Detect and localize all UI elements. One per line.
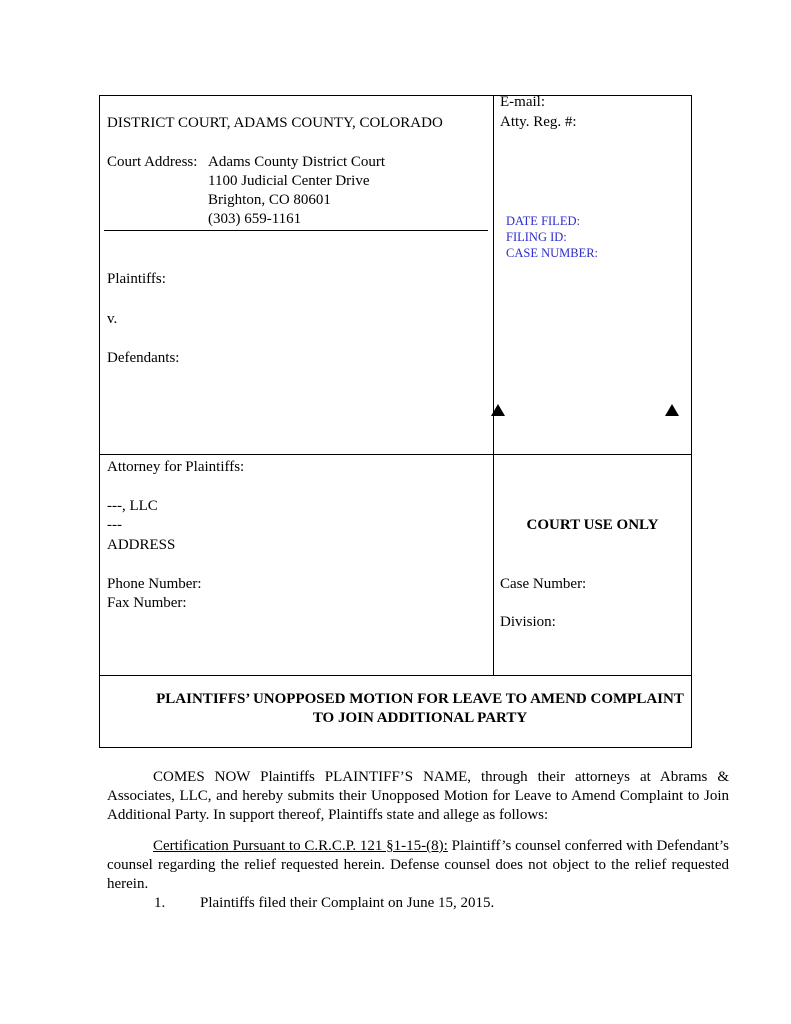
triangle-marker-right-icon: [665, 404, 679, 416]
row-divider-caption: [99, 454, 692, 455]
table-border-right: [691, 95, 692, 748]
court-address-line-4: (303) 659-1161: [208, 211, 302, 227]
division-label: Division:: [500, 614, 556, 630]
triangle-marker-left-icon: [491, 404, 505, 416]
table-border-bottom: [99, 747, 692, 748]
column-divider: [493, 95, 494, 676]
fax-label: Fax Number:: [107, 595, 187, 611]
list-item-text: Plaintiffs filed their Complaint on June 15, 2015.: [200, 895, 495, 911]
certification-heading: Certification Pursuant to C.R.C.P. 121 §1-15-(8):: [153, 838, 448, 854]
court-use-only: COURT USE ONLY: [526, 517, 659, 533]
row-divider-title: [99, 675, 692, 676]
certification-text: Plaintiff’s counsel conferred with Defendant’s counsel regarding the relief requested herein. Defense counsel does not object to the relief requested herein.: [107, 838, 729, 892]
plaintiffs-label: Plaintiffs:: [107, 271, 166, 287]
attorney-firm: ---, LLC: [107, 498, 158, 514]
address-underline: [104, 230, 488, 231]
defendants-label: Defendants:: [107, 350, 180, 366]
court-address-line-2: 1100 Judicial Center Drive: [208, 173, 370, 189]
table-border-top: [99, 95, 692, 96]
phone-label: Phone Number:: [107, 576, 202, 592]
motion-title-line-1: PLAINTIFFS’ UNOPPOSED MOTION FOR LEAVE TO AMEND COMPLAINT: [156, 691, 684, 707]
versus: v.: [107, 311, 118, 327]
list-item-number: 1.: [154, 895, 166, 911]
stamp-case-number: CASE NUMBER:: [506, 246, 599, 260]
motion-title-line-2: TO JOIN ADDITIONAL PARTY: [312, 710, 528, 726]
intro-text: COMES NOW Plaintiffs PLAINTIFF’S NAME, through their attorneys at Abrams & Associates, LLC, and hereby submits their Unopposed Motion for Leave to Amend Complaint to Join Additional Party. In support thereof, Plaintiffs state and allege as follows:: [107, 769, 729, 823]
court-address-line-1: Adams County District Court: [208, 154, 386, 170]
certification-paragraph: [107, 837, 729, 894]
attorney-address: ADDRESS: [107, 537, 176, 553]
table-border-left: [99, 95, 100, 748]
court-address-label: Court Address:: [107, 154, 198, 170]
intro-paragraph: [107, 768, 729, 825]
stamp-filing-id: FILING ID:: [506, 230, 567, 244]
court-name: DISTRICT COURT, ADAMS COUNTY, COLORADO: [107, 115, 443, 131]
attorney-name: ---: [107, 517, 122, 533]
case-number-label: Case Number:: [500, 576, 587, 592]
stamp-date-filed: DATE FILED:: [506, 214, 580, 228]
atty-reg-label: Atty. Reg. #:: [500, 114, 577, 130]
attorney-label: Attorney for Plaintiffs:: [107, 459, 245, 475]
email-label: E-mail:: [500, 94, 545, 110]
court-address-line-3: Brighton, CO 80601: [208, 192, 331, 208]
